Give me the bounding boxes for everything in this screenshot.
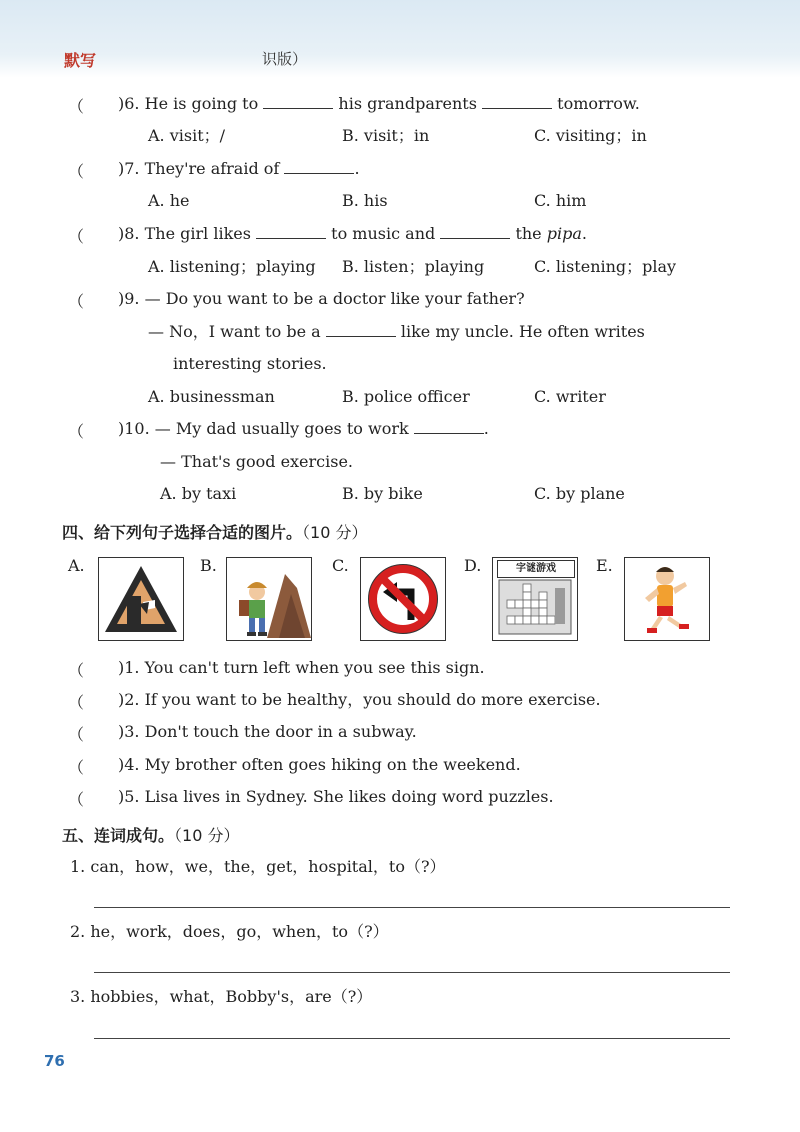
answer-paren[interactable]: （ (68, 292, 85, 311)
match-item-1: )1. You can't turn left when you see this sign. (118, 658, 485, 677)
match-item-4: )4. My brother often goes hiking on the weekend. (118, 755, 521, 774)
answer-blank[interactable] (482, 94, 552, 109)
option-c: C. writer (534, 387, 606, 406)
option-a: A. visit；/ (148, 126, 226, 145)
question-8: )8. The girl likes to music and the pipa. (118, 224, 587, 243)
question-6: )6. He is going to his grandparents tomorrow. (118, 94, 640, 113)
sentence-item-1: 1. can，how，we，the，get，hospital，to（?） (70, 857, 446, 876)
answer-paren[interactable]: （ (68, 725, 85, 744)
picture-label-c: C. (332, 556, 349, 575)
picture-d-crossword-icon (492, 557, 578, 641)
question-9-line2: — No，I want to be a like my uncle. He often writes (148, 322, 645, 341)
picture-b-hiking-icon (226, 557, 312, 641)
option-b: B. police officer (342, 387, 470, 406)
answer-paren[interactable]: （ (68, 422, 85, 441)
answer-blank[interactable] (256, 224, 326, 239)
option-a: A. by taxi (160, 484, 237, 503)
option-c: C. by plane (534, 484, 625, 503)
answer-paren[interactable]: （ (68, 661, 85, 680)
picture-label-e: E. (596, 556, 613, 575)
option-a: A. he (148, 191, 190, 210)
option-b: B. his (342, 191, 388, 210)
answer-paren[interactable]: （ (68, 97, 85, 116)
picture-label-b: B. (200, 556, 217, 575)
question-10: )10. — My dad usually goes to work . (118, 419, 489, 438)
answer-blank[interactable] (414, 419, 484, 434)
option-c: C. visiting；in (534, 126, 647, 145)
question-10-line2: — That's good exercise. (160, 452, 354, 471)
answer-paren[interactable]: （ (68, 227, 85, 246)
sentence-item-2: 2. he，work，does，go，when，to（?） (70, 922, 389, 941)
answer-blank[interactable] (326, 322, 396, 337)
picture-label-d: D. (464, 556, 482, 575)
picture-e-running-icon (624, 557, 710, 641)
match-item-3: )3. Don't touch the door in a subway. (118, 722, 417, 741)
page-header (0, 0, 800, 78)
answer-line[interactable] (94, 1038, 730, 1039)
option-a: A. businessman (148, 387, 275, 406)
picture-c-no-left-turn-icon (360, 557, 446, 641)
crossword-title: 字谜游戏 (497, 560, 575, 578)
answer-blank[interactable] (440, 224, 510, 239)
answer-line[interactable] (94, 907, 730, 908)
answer-paren[interactable]: （ (68, 790, 85, 809)
picture-a-door-warning-icon (98, 557, 184, 641)
option-a: A. listening；playing (148, 257, 316, 276)
section-5-heading: 五、连词成句。（10 分） (62, 826, 240, 845)
option-b: B. listen；playing (342, 257, 485, 276)
match-item-2: )2. If you want to be healthy，you should do more exercise. (118, 690, 601, 709)
answer-line[interactable] (94, 972, 730, 973)
option-b: B. by bike (342, 484, 423, 503)
section-4-heading: 四、给下列句子选择合适的图片。（10 分） (62, 523, 368, 542)
answer-paren[interactable]: （ (68, 758, 85, 777)
header-title-left: 默写 (64, 51, 97, 70)
sentence-item-3: 3. hobbies，what，Bobby's，are（?） (70, 987, 373, 1006)
question-9-line3: interesting stories. (173, 354, 327, 373)
answer-paren[interactable]: （ (68, 693, 85, 712)
option-c: C. listening；play (534, 257, 677, 276)
page-number: 76 (44, 1052, 65, 1070)
header-title-mid: 识版） (262, 50, 308, 68)
answer-blank[interactable] (284, 159, 354, 174)
option-c: C. him (534, 191, 587, 210)
match-item-5: )5. Lisa lives in Sydney. She likes doing word puzzles. (118, 787, 554, 806)
option-b: B. visit；in (342, 126, 430, 145)
answer-blank[interactable] (263, 94, 333, 109)
picture-label-a: A. (68, 556, 85, 575)
question-7: )7. They're afraid of . (118, 159, 360, 178)
question-9: )9. — Do you want to be a doctor like your father? (118, 289, 525, 308)
answer-paren[interactable]: （ (68, 162, 85, 181)
